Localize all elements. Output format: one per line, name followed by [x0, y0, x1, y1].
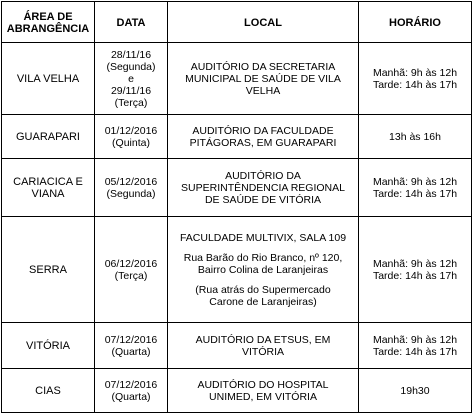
location-address: Rua Barão do Rio Branco, nº 120,: [183, 251, 343, 264]
location-note: (Rua atrás do Supermercado: [195, 283, 331, 296]
time-cell: 13h às 16h: [359, 115, 472, 159]
location-cell: AUDITÓRIO DO HOSPITAL UNIMED, EM VITÓRIA: [168, 369, 359, 413]
time-cell: Manhã: 9h às 12h Tarde: 14h às 17h: [359, 159, 472, 217]
table-row: [2, 115, 472, 159]
time-cell: Manhã: 9h às 12h Tarde: 14h às 17h: [359, 43, 472, 115]
date-cell: 07/12/2016 (Quarta): [95, 369, 168, 413]
time-cell: Manhã: 9h às 12h Tarde: 14h às 17h: [359, 217, 472, 323]
header-location: LOCAL: [168, 2, 359, 43]
location-title: FACULDADE MULTIVIX, SALA 109: [179, 231, 347, 244]
table-row: [2, 159, 472, 217]
date-cell: 06/12/2016 (Terça): [95, 217, 168, 323]
area-cell: SERRA: [2, 217, 95, 323]
location-cell: AUDITÓRIO DA ETSUS, EM VITÓRIA: [168, 323, 359, 369]
date-cell: 01/12/2016 (Quinta): [95, 115, 168, 159]
location-cell: AUDITÓRIO DA SUPERINTÊNDENCIA REGIONAL DE SAÚDE DE VITÓRIA: [168, 159, 359, 217]
schedule-table: [1, 1, 472, 413]
table-row: [2, 323, 472, 369]
area-cell: CARIACICA E VIANA: [2, 159, 95, 217]
area-cell: CIAS: [2, 369, 95, 413]
date-cell: 05/12/2016 (Segunda): [95, 159, 168, 217]
time-cell: Manhã: 9h às 12h Tarde: 14h às 17h: [359, 323, 472, 369]
location-cell: AUDITÓRIO DA SECRETARIA MUNICIPAL DE SAÚDE DE VILA VELHA: [168, 43, 359, 115]
table-row: [2, 369, 472, 413]
table-row: [2, 217, 472, 323]
area-cell: VITÓRIA: [2, 323, 95, 369]
area-cell: GUARAPARI: [2, 115, 95, 159]
date-cell: 07/12/2016 (Quarta): [95, 323, 168, 369]
area-cell: VILA VELHA: [2, 43, 95, 115]
header-row: [2, 2, 472, 43]
table-row: [2, 43, 472, 115]
header-time: HORÁRIO: [359, 2, 472, 43]
time-cell: 19h30: [359, 369, 472, 413]
header-area: ÁREA DE ABRANGÊNCIA: [2, 2, 95, 43]
date-cell: 28/11/16 (Segunda) e 29/11/16 (Terça): [95, 43, 168, 115]
location-cell: AUDITÓRIO DA FACULDADE PITÁGORAS, EM GUARAPARI: [168, 115, 359, 159]
location-address: Bairro Colina de Laranjeiras: [197, 263, 329, 276]
header-date: DATA: [95, 2, 168, 43]
location-note: Carone de Laranjeiras): [209, 295, 317, 308]
location-cell: [168, 217, 359, 323]
